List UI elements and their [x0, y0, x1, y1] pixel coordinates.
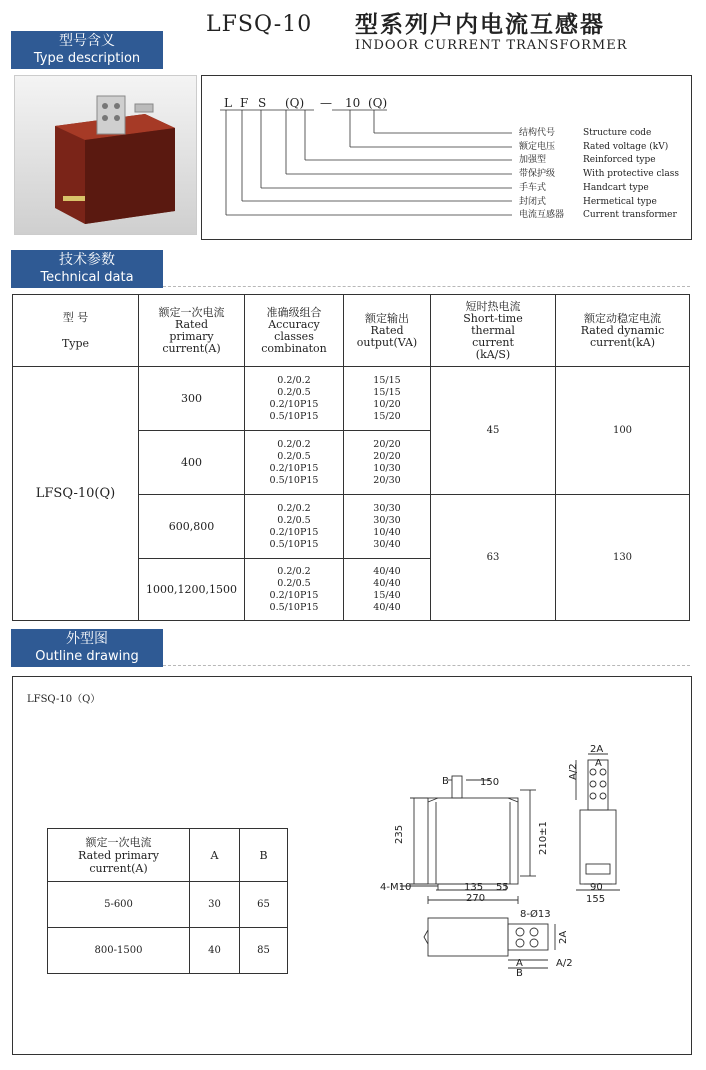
output-value: 30/30 [373, 502, 401, 514]
title-english: INDOOR CURRENT TRANSFORMER [355, 38, 628, 53]
thermal-cell: 63 [431, 495, 556, 621]
dim-150: 150 [480, 777, 500, 788]
b-cell: 85 [240, 928, 288, 974]
accuracy-value: 0.2/0.5 [277, 450, 311, 462]
accuracy-value: 0.2/0.5 [277, 514, 311, 526]
table-row [48, 928, 288, 974]
dim-135: 135 [464, 882, 484, 893]
dim-270: 270 [466, 893, 486, 904]
side-view-body [580, 810, 616, 884]
header-en: Type [61, 336, 90, 350]
outline-label: LFSQ-10（Q） [27, 694, 101, 705]
header-cn: 额定一次电流 [158, 305, 225, 319]
code-letter: L [224, 96, 232, 110]
dim-235: 235 [394, 824, 405, 844]
dim-2a-top: 2A [558, 930, 569, 944]
header-primary [139, 295, 245, 367]
output-value: 15/15 [373, 386, 401, 398]
code-legend-en [583, 127, 679, 223]
section-tab-type-description [11, 31, 163, 69]
dim-155: 155 [586, 894, 606, 905]
table-row [13, 367, 690, 431]
output-value: 30/30 [373, 514, 401, 526]
accuracy-value: 0.2/0.2 [277, 502, 311, 514]
accuracy-value: 0.5/10P15 [269, 601, 319, 613]
output-cell [344, 431, 431, 495]
legend-en: Current transformer [583, 210, 677, 221]
dim-a-half: A/2 [568, 763, 579, 780]
product-photo [14, 75, 197, 235]
header-en: Rated primary current(A) [78, 848, 159, 875]
header-en: Short-time thermal current (kA/S) [463, 311, 523, 361]
accuracy-value: 0.2/0.5 [277, 577, 311, 589]
legend-cn: 结构代号 [519, 128, 556, 138]
legend-cn: 额定电压 [519, 141, 556, 152]
type-cell: LFSQ-10(Q) [13, 367, 139, 621]
accuracy-value: 0.2/10P15 [269, 462, 319, 474]
dim-holes: 8-Ø13 [520, 909, 551, 920]
output-value: 10/20 [373, 398, 401, 410]
b-cell: 65 [240, 882, 288, 928]
code-letter: F [240, 96, 249, 110]
section-title-en: Type description [33, 51, 141, 66]
header-en: Rated dynamic current(kA) [580, 323, 665, 349]
accuracy-value: 0.2/10P15 [269, 589, 319, 601]
accuracy-value: 0.5/10P15 [269, 538, 319, 550]
dim-4-m10: 4-M10 [380, 882, 412, 893]
technical-data-table [12, 294, 690, 621]
divider [163, 286, 690, 287]
front-view-body [428, 798, 518, 884]
table-header-row [48, 829, 288, 882]
output-value: 40/40 [373, 577, 401, 589]
output-value: 40/40 [373, 565, 401, 577]
code-letter: 10 [345, 96, 361, 110]
accuracy-value: 0.2/10P15 [269, 526, 319, 538]
current-cell: 1000,1200,1500 [139, 559, 245, 621]
table-row [48, 882, 288, 928]
header-output [344, 295, 431, 367]
header-en: Rated primary current(A) [162, 317, 221, 355]
accuracy-value: 0.2/0.2 [277, 565, 311, 577]
dim-a: A [595, 758, 602, 769]
a-cell: 40 [190, 928, 240, 974]
header-cn: 型 号 [62, 310, 89, 324]
accuracy-value: 0.2/0.2 [277, 438, 311, 450]
current-cell: 5-600 [48, 882, 190, 928]
legend-en: Hermetical type [583, 196, 657, 207]
header-accuracy [245, 295, 344, 367]
header-cn: 短时热电流 [465, 299, 521, 313]
legend-en: Structure code [583, 128, 652, 138]
output-cell [344, 367, 431, 431]
code-legend-cn [519, 127, 564, 223]
section-title-cn: 外型图 [66, 631, 108, 647]
accuracy-value: 0.5/10P15 [269, 410, 319, 422]
divider [163, 665, 690, 666]
header-cn: 额定一次电流 [85, 835, 152, 849]
output-value: 30/40 [373, 538, 401, 550]
section-title-en: Technical data [40, 270, 134, 285]
dynamic-cell: 100 [556, 367, 690, 495]
accuracy-cell [245, 431, 344, 495]
section-tab-technical-data [11, 250, 163, 288]
dim-210: 210±1 [538, 821, 549, 855]
output-value: 40/40 [373, 601, 401, 613]
section-title-en: Outline drawing [35, 649, 139, 664]
accuracy-value: 0.2/0.5 [277, 386, 311, 398]
dim-a-top: A [516, 958, 523, 969]
header-thermal [431, 295, 556, 367]
legend-cn: 带保护级 [519, 169, 556, 180]
legend-cn: 封闭式 [519, 196, 547, 207]
header-current [48, 829, 190, 882]
model-title: LFSQ-10 [206, 12, 313, 37]
output-cell [344, 495, 431, 559]
dim-b: B [442, 776, 449, 787]
header-b: B [240, 829, 288, 882]
header-dynamic [556, 295, 690, 367]
code-letter: — [320, 96, 332, 110]
title-chinese: 型系列户内电流互感器 [355, 12, 605, 38]
dim-90: 90 [590, 882, 603, 893]
header-a: A [190, 829, 240, 882]
header-type [13, 295, 139, 367]
current-cell: 600,800 [139, 495, 245, 559]
output-cell [344, 559, 431, 621]
legend-en: Reinforced type [583, 155, 656, 166]
legend-cn: 手车式 [519, 182, 547, 193]
header-cn: 额定输出 [365, 311, 409, 325]
accuracy-cell [245, 559, 344, 621]
accuracy-cell [245, 495, 344, 559]
dimension-table [47, 828, 288, 974]
legend-cn: 电流互感器 [519, 210, 565, 221]
output-value: 10/40 [373, 526, 401, 538]
section-tab-outline-drawing [11, 629, 163, 667]
current-cell: 800-1500 [48, 928, 190, 974]
dim-a-half-top: A/2 [556, 958, 573, 969]
output-value: 20/20 [373, 438, 401, 450]
current-cell: 300 [139, 367, 245, 431]
section-title-cn: 型号含义 [59, 33, 115, 49]
accuracy-value: 0.2/10P15 [269, 398, 319, 410]
output-value: 10/30 [373, 462, 401, 474]
legend-en: Rated voltage (kV) [583, 141, 669, 152]
accuracy-value: 0.5/10P15 [269, 474, 319, 486]
header-en: Accuracy classes combinaton [261, 317, 327, 355]
section-title-cn: 技术参数 [59, 252, 115, 268]
legend-en: Handcart type [583, 182, 649, 193]
header-cn: 额定动稳定电流 [584, 311, 661, 325]
output-value: 15/20 [373, 410, 401, 422]
legend-cn: 加强型 [519, 155, 547, 166]
top-view-body [428, 918, 508, 956]
dim-55: 55 [496, 882, 509, 893]
output-value: 20/30 [373, 474, 401, 486]
dim-b-top: B [516, 968, 523, 979]
accuracy-value: 0.2/0.2 [277, 374, 311, 386]
code-letter: S [258, 96, 267, 110]
output-value: 15/40 [373, 589, 401, 601]
header-en: Rated output(VA) [356, 323, 418, 349]
table-header-row [13, 295, 690, 367]
thermal-cell: 45 [431, 367, 556, 495]
dim-2a: 2A [590, 744, 604, 755]
outline-technical-drawing [380, 740, 640, 980]
header-cn: 准确级组合 [266, 305, 322, 319]
legend-en: With protective class [583, 169, 679, 180]
output-value: 20/20 [373, 450, 401, 462]
output-value: 15/15 [373, 374, 401, 386]
dynamic-cell: 130 [556, 495, 690, 621]
accuracy-cell [245, 367, 344, 431]
current-cell: 400 [139, 431, 245, 495]
a-cell: 30 [190, 882, 240, 928]
code-letter: (Q) [285, 96, 305, 110]
type-code-diagram [201, 75, 692, 240]
code-letter: (Q) [368, 96, 388, 110]
